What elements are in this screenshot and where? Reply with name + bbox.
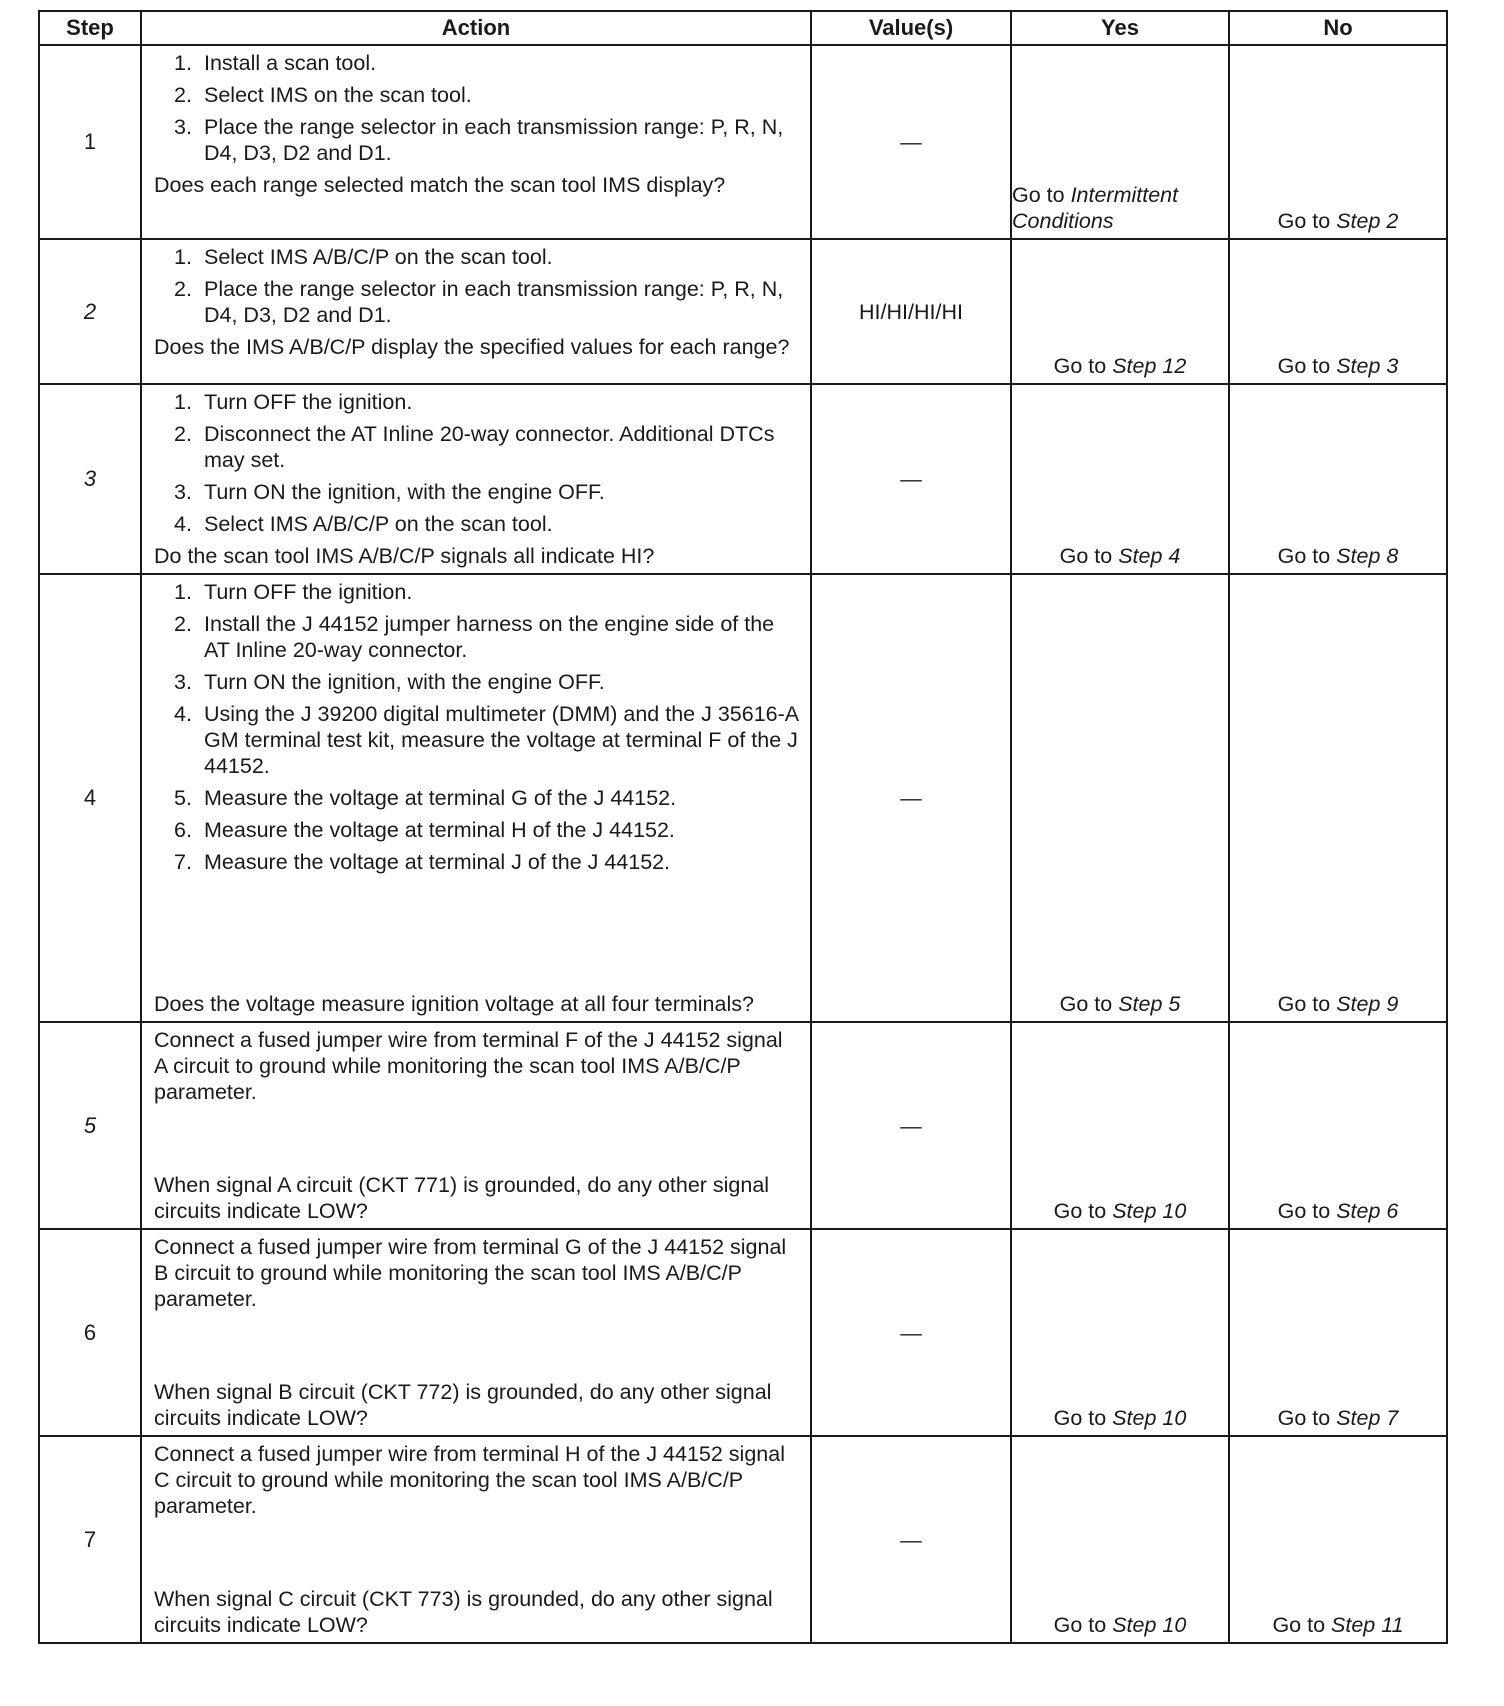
question-text: When signal A circuit (CKT 771) is grounded, do any other signal circuits indicate LOW? [154, 1173, 770, 1223]
value-cell: — [811, 1022, 1011, 1229]
header-no: No [1229, 11, 1447, 45]
yes-link[interactable]: Step 5 [1118, 992, 1181, 1016]
list-item: 5. Measure the voltage at terminal G of the J 44152. [174, 786, 677, 810]
instruction-list [154, 579, 800, 881]
step-number: 1 [39, 45, 141, 239]
list-item: 2. Place the range selector in each transmission range: P, R, N, D4, D3, D2 and D1. [174, 277, 784, 327]
action-cell [141, 1436, 811, 1643]
yes-link[interactable]: Step 12 [1112, 354, 1187, 378]
header-step: Step [39, 11, 141, 45]
action-cell [141, 45, 811, 239]
no-cell: Go to Step 3 [1229, 239, 1447, 384]
question-text: Does the voltage measure ignition voltage at all four terminals? [154, 992, 754, 1016]
action-cell [141, 574, 811, 1022]
no-link[interactable]: Step 8 [1336, 544, 1399, 568]
yes-link[interactable]: Step 10 [1112, 1406, 1187, 1430]
action-cell [141, 239, 811, 384]
yes-link[interactable]: Step 10 [1112, 1613, 1187, 1637]
action-paragraph: Connect a fused jumper wire from terminal F of the J 44152 signal A circuit to ground while monitoring the scan tool IMS A/B/C/P parameter. [154, 1028, 783, 1104]
yes-link[interactable]: Step 10 [1112, 1199, 1187, 1223]
list-item: 4. Select IMS A/B/C/P on the scan tool. [174, 512, 553, 536]
no-link[interactable]: Step 9 [1336, 992, 1399, 1016]
instruction-list [154, 244, 800, 334]
list-item: 4. Using the J 39200 digital multimeter (DMM) and the J 35616-A GM terminal test kit, measure the voltage at terminal F of the J 44152. [174, 702, 798, 778]
value-cell: — [811, 574, 1011, 1022]
no-link[interactable]: Step 3 [1336, 354, 1399, 378]
diagnostic-table [38, 10, 1448, 1644]
instruction-list [154, 50, 800, 172]
yes-cell: Go to Step 10 [1011, 1229, 1229, 1436]
yes-cell: Go to Step 5 [1011, 574, 1229, 1022]
table-row [39, 574, 1447, 1022]
yes-cell: Go to Step 12 [1011, 239, 1229, 384]
value-cell: HI/HI/HI/HI [811, 239, 1011, 384]
list-item: 3. Place the range selector in each transmission range: P, R, N, D4, D3, D2 and D1. [174, 115, 784, 165]
list-item: 1. Turn OFF the ignition. [174, 390, 413, 414]
step-number: 7 [39, 1436, 141, 1643]
yes-cell: Go to Intermittent Conditions [1011, 45, 1229, 239]
header-values: Value(s) [811, 11, 1011, 45]
no-cell: Go to Step 9 [1229, 574, 1447, 1022]
action-cell [141, 1022, 811, 1229]
step-number: 5 [39, 1022, 141, 1229]
list-item: 2. Select IMS on the scan tool. [174, 83, 472, 107]
list-item: 3. Turn ON the ignition, with the engine OFF. [174, 480, 605, 504]
list-item: 2. Install the J 44152 jumper harness on the engine side of the AT Inline 20-way connector. [174, 612, 775, 662]
step-number: 2 [39, 239, 141, 384]
question-text: Does each range selected match the scan tool IMS display? [154, 173, 726, 197]
step-number: 3 [39, 384, 141, 574]
question-text: When signal C circuit (CKT 773) is grounded, do any other signal circuits indicate LOW? [154, 1587, 773, 1637]
header-row [39, 11, 1447, 45]
no-cell: Go to Step 2 [1229, 45, 1447, 239]
table-row [39, 1229, 1447, 1436]
step-number: 4 [39, 574, 141, 1022]
question-text: Do the scan tool IMS A/B/C/P signals all indicate HI? [154, 544, 655, 568]
list-item: 6. Measure the voltage at terminal H of the J 44152. [174, 818, 675, 842]
instruction-list [154, 389, 800, 543]
header-yes: Yes [1011, 11, 1229, 45]
question-text: When signal B circuit (CKT 772) is grounded, do any other signal circuits indicate LOW? [154, 1380, 772, 1430]
table-row [39, 45, 1447, 239]
list-item: 7. Measure the voltage at terminal J of the J 44152. [174, 850, 671, 874]
list-item: 1. Turn OFF the ignition. [174, 580, 413, 604]
table-row [39, 1436, 1447, 1643]
no-cell: Go to Step 7 [1229, 1229, 1447, 1436]
yes-cell: Go to Step 10 [1011, 1436, 1229, 1643]
no-cell: Go to Step 6 [1229, 1022, 1447, 1229]
action-paragraph: Connect a fused jumper wire from terminal G of the J 44152 signal B circuit to ground while monitoring the scan tool IMS A/B/C/P parameter. [154, 1235, 787, 1311]
action-paragraph: Connect a fused jumper wire from terminal H of the J 44152 signal C circuit to ground while monitoring the scan tool IMS A/B/C/P parameter. [154, 1442, 785, 1518]
value-cell: — [811, 384, 1011, 574]
no-cell: Go to Step 11 [1229, 1436, 1447, 1643]
list-item: 1. Select IMS A/B/C/P on the scan tool. [174, 245, 553, 269]
list-item: 3. Turn ON the ignition, with the engine OFF. [174, 670, 605, 694]
yes-cell: Go to Step 10 [1011, 1022, 1229, 1229]
list-item: 2. Disconnect the AT Inline 20-way connector. Additional DTCs may set. [174, 422, 775, 472]
action-cell [141, 1229, 811, 1436]
table-row [39, 1022, 1447, 1229]
no-link[interactable]: Step 2 [1336, 209, 1399, 233]
no-link[interactable]: Step 11 [1331, 1613, 1404, 1637]
step-number: 6 [39, 1229, 141, 1436]
no-link[interactable]: Step 7 [1336, 1406, 1399, 1430]
yes-cell: Go to Step 4 [1011, 384, 1229, 574]
table-row [39, 239, 1447, 384]
yes-link[interactable]: Intermittent Conditions [1012, 183, 1179, 233]
value-cell: — [811, 1229, 1011, 1436]
value-cell: — [811, 45, 1011, 239]
value-cell: — [811, 1436, 1011, 1643]
table-row [39, 384, 1447, 574]
list-item: 1. Install a scan tool. [174, 51, 377, 75]
action-cell [141, 384, 811, 574]
no-cell: Go to Step 8 [1229, 384, 1447, 574]
header-action: Action [141, 11, 811, 45]
no-link[interactable]: Step 6 [1336, 1199, 1399, 1223]
question-text: Does the IMS A/B/C/P display the specified values for each range? [154, 335, 790, 359]
yes-link[interactable]: Step 4 [1118, 544, 1181, 568]
